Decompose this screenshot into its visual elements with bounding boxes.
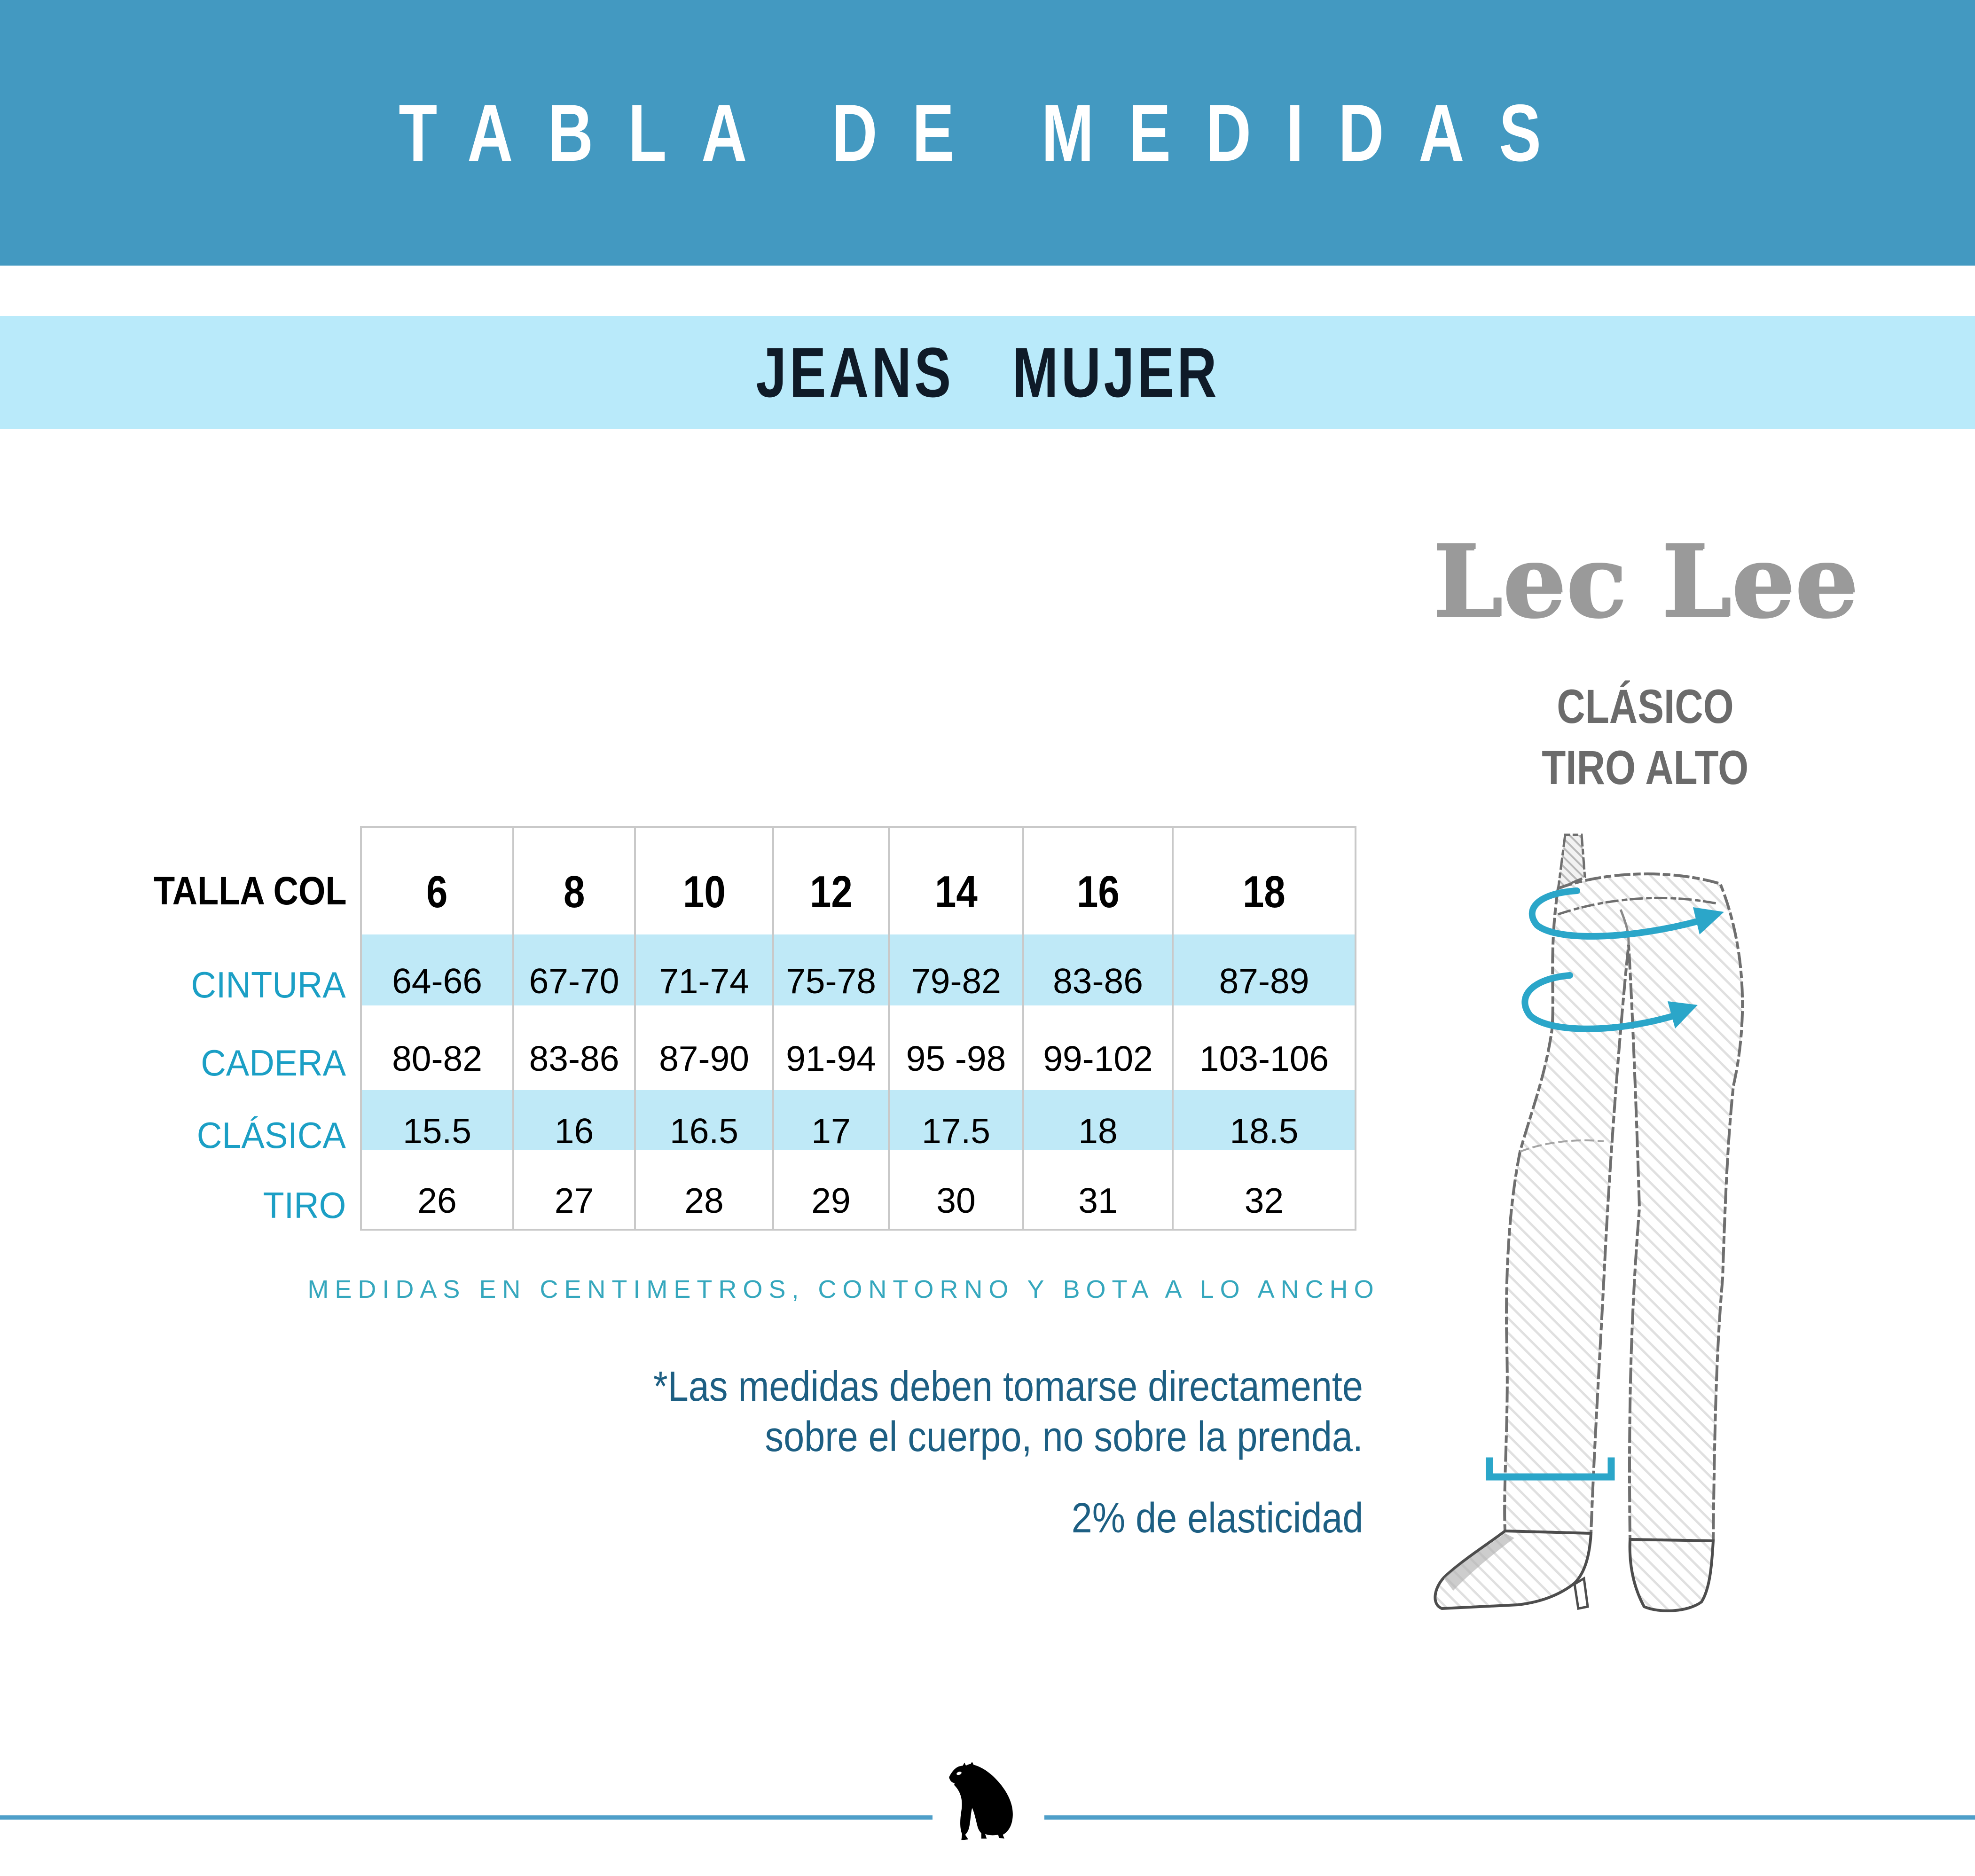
table-cell: 99-102 <box>1024 1005 1174 1090</box>
row-label-cintura: CINTURA <box>191 964 346 1005</box>
table-cell: 64-66 <box>360 934 514 1005</box>
measuring-note-line2: sobre el cuerpo, no sobre la prenda. <box>765 1413 1363 1460</box>
size-column-header: 16 <box>1024 826 1174 934</box>
table-cell: 16 <box>514 1090 636 1150</box>
brand-logo: Lec Lee <box>1432 522 1858 639</box>
row-label-tiro: TIRO <box>262 1185 346 1226</box>
table-cell: 17.5 <box>890 1090 1024 1150</box>
table-cell: 80-82 <box>360 1005 514 1090</box>
table-cell: 16.5 <box>636 1090 774 1150</box>
table-cell: 31 <box>1024 1150 1174 1231</box>
table-cell: 87-90 <box>636 1005 774 1090</box>
table-cell: 87-89 <box>1174 934 1356 1005</box>
table-cell: 17 <box>774 1090 890 1150</box>
table-cell: 95 -98 <box>890 1005 1024 1090</box>
table-cell: 18.5 <box>1174 1090 1356 1150</box>
table-cell: 103-106 <box>1174 1005 1356 1090</box>
row-label-clasica: CLÁSICA <box>196 1114 346 1156</box>
fit-name-line2: TIRO ALTO <box>1542 741 1748 794</box>
subtitle-band <box>0 316 1975 429</box>
measurements-table <box>155 826 1356 1231</box>
table-cell: 29 <box>774 1150 890 1231</box>
size-column-header: 10 <box>636 826 774 934</box>
size-column-header: 18 <box>1174 826 1356 934</box>
bottom-divider-left <box>0 1815 933 1820</box>
size-column-header: 12 <box>774 826 890 934</box>
size-column-header: 6 <box>360 826 514 934</box>
table-cell: 75-78 <box>774 934 890 1005</box>
table-cell: 15.5 <box>360 1090 514 1150</box>
table-cell: 18 <box>1024 1090 1174 1150</box>
category-title: JEANS MUJER <box>755 333 1220 412</box>
measuring-note-line1: *Las medidas deben tomarse directamente <box>653 1363 1363 1410</box>
table-cell: 83-86 <box>1024 934 1174 1005</box>
capybara-silhouette-icon <box>943 1762 1027 1842</box>
table-corner-label: TALLA COL <box>154 869 347 913</box>
table-cell: 28 <box>636 1150 774 1231</box>
table-cell: 32 <box>1174 1150 1356 1231</box>
table-cell: 26 <box>360 1150 514 1231</box>
title-band <box>0 0 1975 266</box>
table-cell: 79-82 <box>890 934 1024 1005</box>
table-cell: 83-86 <box>514 1005 636 1090</box>
bottom-divider-right <box>1044 1815 1975 1820</box>
size-column-header: 14 <box>890 826 1024 934</box>
table-cell: 71-74 <box>636 934 774 1005</box>
table-cell: 30 <box>890 1150 1024 1231</box>
fit-name-line1: CLÁSICO <box>1556 680 1734 733</box>
jeans-outline <box>1505 874 1742 1541</box>
table-cell: 67-70 <box>514 934 636 1005</box>
back-boot-sketch <box>1630 1539 1713 1611</box>
elasticity-note: 2% de elasticidad <box>1071 1495 1363 1542</box>
units-note: MEDIDAS EN CENTIMETROS, CONTORNO Y BOTA A LO ANCHO <box>307 1275 1380 1303</box>
row-label-cadera: CADERA <box>201 1042 346 1083</box>
jeans-illustration <box>1419 832 1753 1622</box>
page-title: TABLA DE MEDIDAS <box>399 87 1576 178</box>
front-boot-heel <box>1575 1578 1588 1609</box>
table-cell: 91-94 <box>774 1005 890 1090</box>
table-cell: 27 <box>514 1150 636 1231</box>
size-column-header: 8 <box>514 826 636 934</box>
